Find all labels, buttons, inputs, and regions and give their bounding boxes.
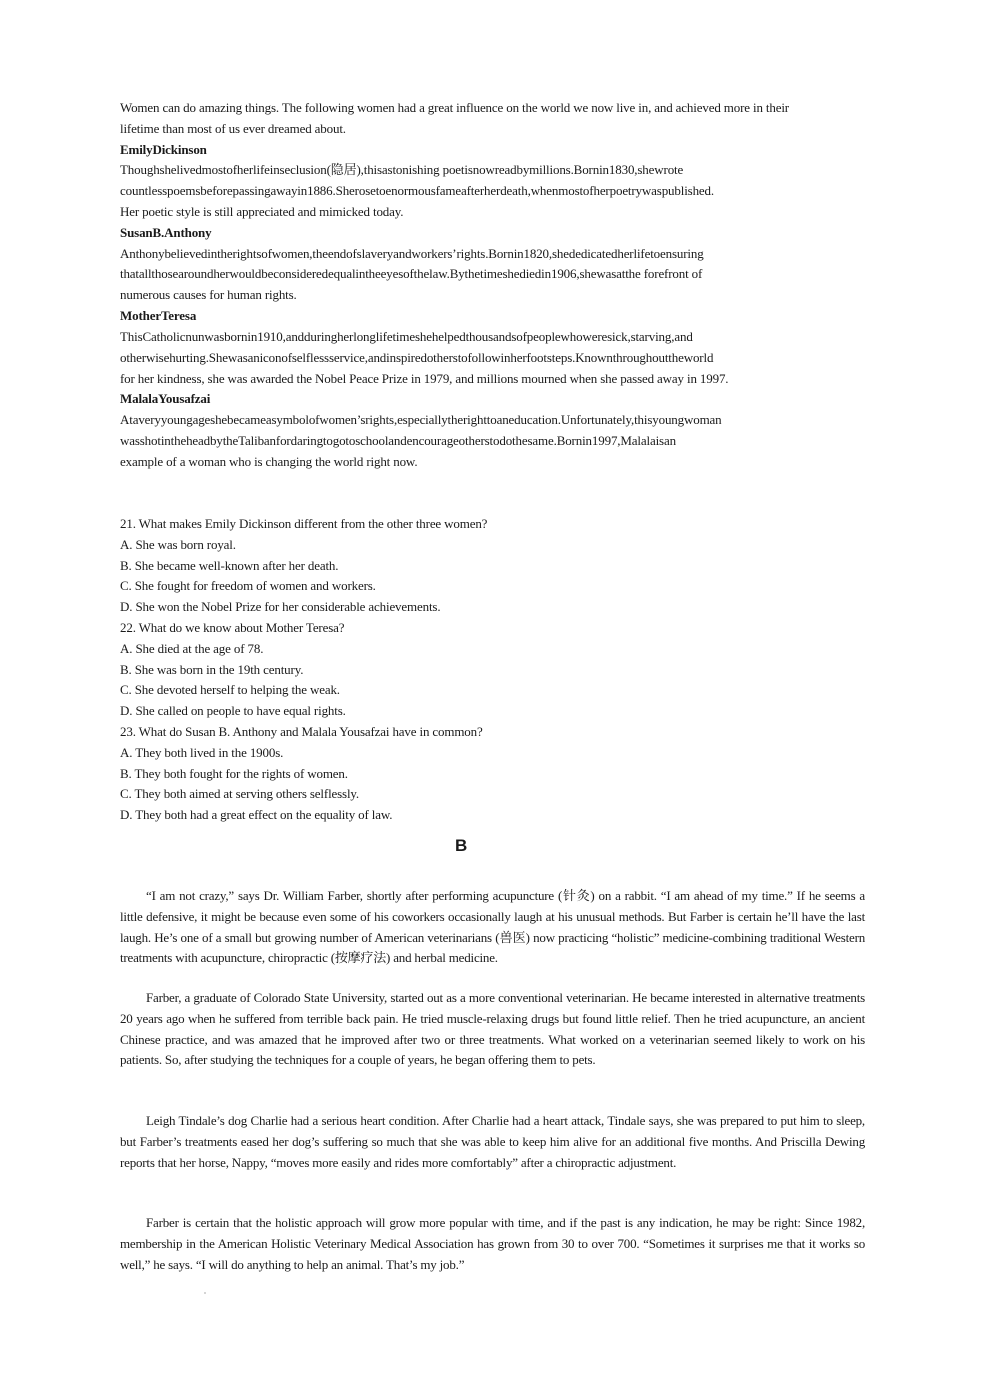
body-line: ThisCatholicnunwasbornin1910,andduringherlonglifetimeshehelpedthousandsofpeoplewhoweresick,starving,and [120, 329, 693, 344]
passage-paragraph [120, 886, 865, 969]
answer-option: C. She fought for freedom of women and workers. [120, 578, 376, 593]
paragraph-text: Leigh Tindale’s dog Charlie had a serious heart condition. After Charlie had a heart attack, Tindale says, she was prepared to put him to sleep, but Farber’s treatments eased her dog’s suffering so much that she was able to keep him alive for an additional five months. And Priscilla Dewing reports that her horse, Nappy, “moves more easily and rides more comfortably” after a chiropractic adjustment. [120, 1113, 865, 1170]
passage-paragraph [120, 1213, 865, 1275]
answer-option: B. She was born in the 19th century. [120, 662, 304, 677]
intro-line: Women can do amazing things. The following women had a great influence on the world we now live in, and achieved more in their [120, 100, 789, 115]
question-stem: 23. What do Susan B. Anthony and Malala Yousafzai have in common? [120, 724, 483, 739]
answer-option: A. She was born royal. [120, 537, 236, 552]
section-heading-susan-b-anthony: SusanB.Anthony [120, 225, 212, 240]
section-heading-malala-yousafzai: MalalaYousafzai [120, 391, 211, 406]
answer-option: D. She called on people to have equal rights. [120, 703, 346, 718]
paragraph-text: Farber, a graduate of Colorado State University, started out as a more conventional veterinarian. He became interested in alternative treatments 20 years ago when he suffered from terrible back pain. He tried muscle-relaxing drugs but found little relief. Then he tried acupuncture, an ancient Chinese practice, and was amazed that he improved after two or three treatments. What worked on a veterinarian seemed likely to work on his patients. So, after studying the techniques for a couple of years, he began offering them to pets. [120, 990, 865, 1068]
body-line: countlesspoemsbeforepassingawayin1886.Sherosetoenormousfameafterherdeath,whenmostofherpoetrywaspublished. [120, 183, 714, 198]
speck-mark [204, 1292, 206, 1294]
body-line: wasshotintheheadbytheTalibanfordaringtogotoschoolandencourageotherstodothesame.Bornin1997,Malalaisan [120, 433, 676, 448]
answer-option: A. She died at the age of 78. [120, 641, 264, 656]
answer-option: C. She devoted herself to helping the weak. [120, 682, 340, 697]
body-line: for her kindness, she was awarded the Nobel Peace Prize in 1979, and millions mourned when she passed away in 1997. [120, 371, 729, 386]
section-heading-emily-dickinson: EmilyDickinson [120, 142, 207, 157]
answer-option: D. They both had a great effect on the equality of law. [120, 807, 393, 822]
intro-line: lifetime than most of us ever dreamed about. [120, 121, 346, 136]
passage-paragraph [120, 988, 865, 1071]
question-stem: 22. What do we know about Mother Teresa? [120, 620, 345, 635]
question-stem: 21. What makes Emily Dickinson different from the other three women? [120, 516, 488, 531]
passage-paragraph [120, 1111, 865, 1173]
answer-option: B. They both fought for the rights of women. [120, 766, 348, 781]
body-line: thatallthosearoundherwouldbeconsideredequalintheeyesofthelaw.Bythetimeshediedin1906,shewasatthe forefront of [120, 266, 703, 281]
answer-option: D. She won the Nobel Prize for her considerable achievements. [120, 599, 441, 614]
body-line: otherwisehurting.Shewasaniconofselflessservice,andinspiredotherstofollowinherfootsteps.Knownthroughouttheworld [120, 350, 714, 365]
section-heading-mother-teresa: MotherTeresa [120, 308, 197, 323]
body-line: Her poetic style is still appreciated and mimicked today. [120, 204, 404, 219]
body-line: numerous causes for human rights. [120, 287, 297, 302]
answer-option: B. She became well-known after her death. [120, 558, 339, 573]
answer-option: C. They both aimed at serving others selflessly. [120, 786, 360, 801]
paragraph-text: Farber is certain that the holistic approach will grow more popular with time, and if the past is any indication, he may be right: Since 1982, membership in the American Holistic Veterinary Medical Association has grown from 30 to over 700. “Sometimes it surprises me that it works so well,” he says. “I will do anything to help an animal. That’s my job.” [120, 1215, 865, 1272]
section-b-heading: B [455, 836, 468, 855]
paragraph-text: “I am not crazy,” says Dr. William Farber, shortly after performing acupuncture (针灸) on a rabbit. “I am ahead of my time.” If he seems a little defensive, it might be because even some of his coworkers occasionally laugh at his unusual methods. But Farber is certain he’ll have the last laugh. He’s one of a small but growing number of American veterinarians (兽医) now practicing “holistic” medicine-combining traditional Western treatments with acupuncture, chiropractic (按摩疗法) and herbal medicine. [120, 888, 865, 966]
body-line: Ataveryyoungageshebecameasymbolofwomen’srights,especiallytherighttoaneducation.Unfortunately,thisyoungwoman [120, 412, 722, 427]
answer-option: A. They both lived in the 1900s. [120, 745, 284, 760]
body-line: example of a woman who is changing the world right now. [120, 454, 418, 469]
body-line: Anthonybelievedintherightsofwomen,theendofslaveryandworkers’rights.Bornin1820,shededicatedherlifetoensuring [120, 246, 704, 261]
body-line: Thoughshelivedmostofherlifeinseclusion(隐居),thisastonishing poetisnowreadbymillions.Bornin1830,shewrote [120, 162, 684, 177]
